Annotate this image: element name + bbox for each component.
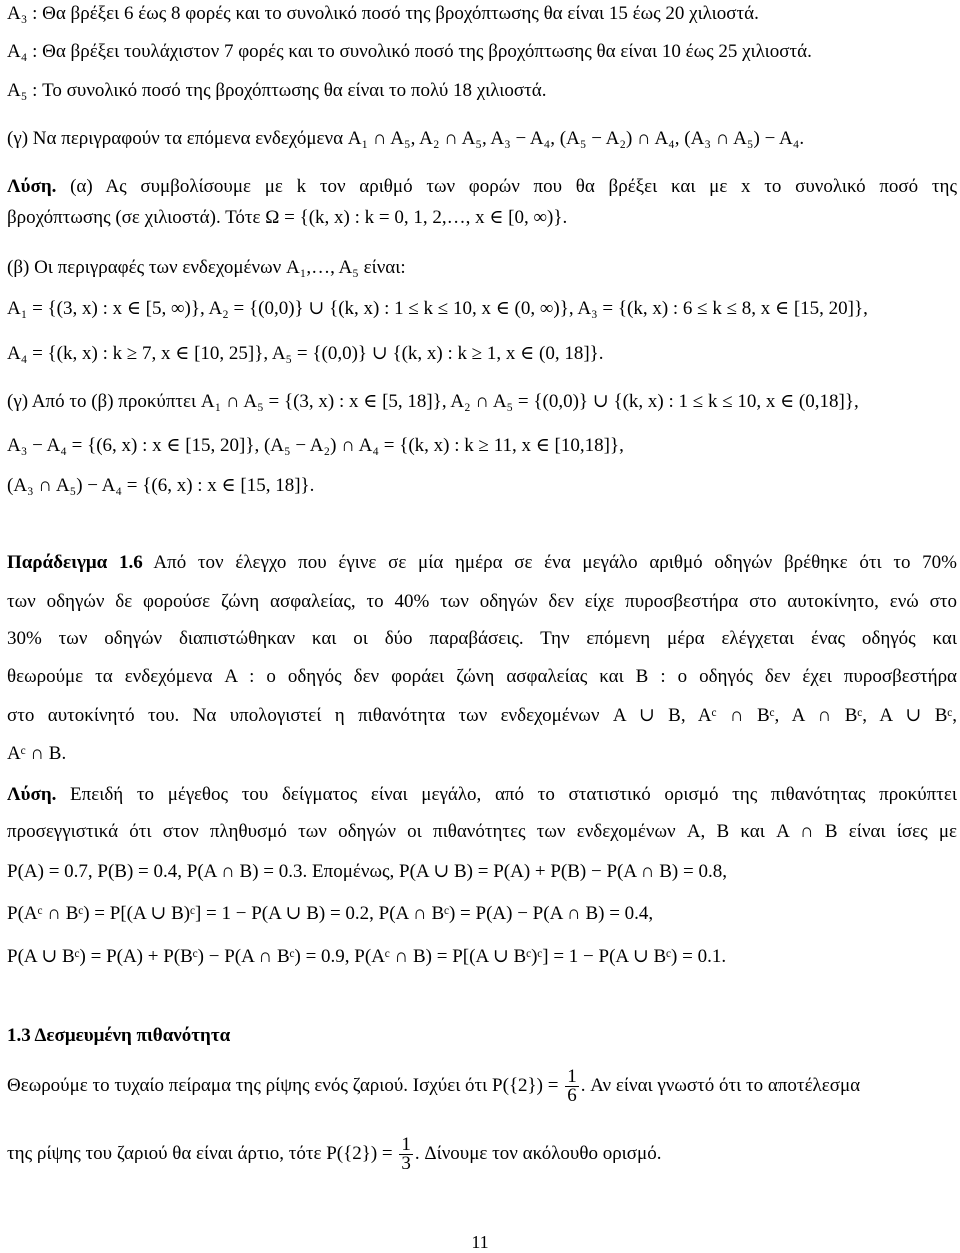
part-c-result-3: (A₃ ∩ A₅) − A₄ = {(6, x) : x ∈ [15, 18]}. <box>7 475 315 496</box>
conditional-intro-line-2 <box>7 1136 957 1173</box>
question-c: (γ) Να περιγραφούν τα επόμενα ενδεχόμενα A₁ ∩ A₅, A₂ ∩ A₅, A₃ − A₄, (A₅ − A₂) ∩ A₄, (A₃ ∩ A₅) − A₄. <box>7 128 805 149</box>
solution-paragraph-line <box>7 175 957 199</box>
line-text: της ρίψης του ζαριού θα είναι άρτιο, τότε P({2}) = <box>7 1142 393 1164</box>
example-line-5: στο αυτοκίνητό του. Να υπολογιστεί η πιθανότητα των ενδεχομένων A ∪ B, Aᶜ ∩ Bᶜ, A ∩ Bᶜ, A ∪ Bᶜ, <box>7 705 957 726</box>
probability-line-2: P(Aᶜ ∩ Bᶜ) = P[(A ∪ B)ᶜ] = 1 − P(A ∪ B) = 0.2, P(A ∩ Bᶜ) = P(A) − P(A ∩ B) = 0.4, <box>7 903 654 924</box>
example-label: Παράδειγμα 1.6 <box>7 552 143 573</box>
event-a5-description: A₅ : Το συνολικό ποσό της βροχόπτωσης θα είναι το πολύ 18 χιλιοστά. <box>7 80 547 101</box>
solution2-line-2: προσεγγιστικά ότι στον πληθυσμό των οδηγών οι πιθανότητες των ενδεχομένων A, B και A ∩ B είναι ίσες με <box>7 821 957 842</box>
line-text: . Δίνουμε τον ακόλουθο ορισμό. <box>414 1142 662 1164</box>
example-paragraph-line <box>7 551 957 575</box>
example-text: Από τον έλεγχο που έγινε σε μία ημέρα σε ένα μεγάλο αριθμό οδηγών βρέθηκε ότι το 70% <box>142 552 957 573</box>
example-line-4: θεωρούμε τα ενδεχόμενα A : ο οδηγός δεν φοράει ζώνη ασφαλείας και B : ο οδηγός δεν έχει πυροσβεστήρα <box>7 666 957 687</box>
example-line-2: των οδηγών δε φορούσε ζώνη ασφαλείας, το 40% των οδηγών δεν είχε πυροσβεστήρα στο αυτοκίνητο, ενώ στο <box>7 591 957 612</box>
fraction-one-sixth <box>565 1068 579 1105</box>
solution-label: Λύση. <box>7 176 57 197</box>
solution2-paragraph-line <box>7 783 957 807</box>
part-b-intro: (β) Οι περιγραφές των ενδεχομένων A₁,…, A₅ είναι: <box>7 257 406 278</box>
solution2-text: Επειδή το μέγεθος του δείγματος είναι μεγάλο, από το στατιστικό ορισμό της πιθανότητας προκύπτει <box>56 784 957 805</box>
line-text: Θεωρούμε το τυχαίο πείραμα της ρίψης ενός ζαριού. Ισχύει ότι P({2}) = <box>7 1074 559 1096</box>
part-c-result-1: (γ) Από το (β) προκύπτει A₁ ∩ A₅ = {(3, x) : x ∈ [5, 18]}, A₂ ∩ A₅ = {(0,0)} ∪ {(k, x) : 1 ≤ k ≤ 10, x ∈ (0,18]}, <box>7 391 859 412</box>
example-line-3: 30% των οδηγών διαπιστώθηκαν και οι δύο παραβάσεις. Την επόμενη μέρα ελέγχεται ένας οδηγός και <box>7 628 957 649</box>
fraction-denominator: 3 <box>401 1153 411 1174</box>
probability-line-3: P(A ∪ Bᶜ) = P(A) + P(Bᶜ) − P(A ∩ Bᶜ) = 0.9, P(Aᶜ ∩ B) = P[(A ∪ Bᶜ)ᶜ] = 1 − P(A ∪ Bᶜ) = 0.1. <box>7 946 727 967</box>
example-line-6: Aᶜ ∩ B. <box>7 743 67 764</box>
solution2-label: Λύση. <box>7 784 57 805</box>
fraction-denominator: 6 <box>567 1085 577 1106</box>
fraction-numerator: 1 <box>567 1066 577 1087</box>
events-a1-a3-definition: A₁ = {(3, x) : x ∈ [5, ∞)}, A₂ = {(0,0)} ∪ {(k, x) : 1 ≤ k ≤ 10, x ∈ (0, ∞)}, A₃ = {(k, x) : 6 ≤ k ≤ 8, x ∈ [15, 20]}, <box>7 298 868 319</box>
part-c-result-2: A₃ − A₄ = {(6, x) : x ∈ [15, 20]}, (A₅ − A₂) ∩ A₄ = {(k, x) : k ≥ 11, x ∈ [10,18]}, <box>7 435 624 456</box>
probability-line-1: P(A) = 0.7, P(B) = 0.4, P(A ∩ B) = 0.3. Επομένως, P(A ∪ B) = P(A) + P(B) − P(A ∩ B) = 0.8, <box>7 861 727 882</box>
sample-space-line: βροχόπτωσης (σε χιλιοστά). Τότε Ω = {(k, x) : k = 0, 1, 2,…, x ∈ [0, ∞)}. <box>7 207 568 228</box>
event-a3-description: A₃ : Θα βρέξει 6 έως 8 φορές και το συνολικό ποσό της βροχόπτωσης θα είναι 15 έως 20 χιλιοστά. <box>7 3 759 24</box>
events-a4-a5-definition: A₄ = {(k, x) : k ≥ 7, x ∈ [10, 25]}, A₅ = {(0,0)} ∪ {(k, x) : k ≥ 1, x ∈ (0, 18]}. <box>7 343 604 364</box>
event-a4-description: A₄ : Θα βρέξει τουλάχιστον 7 φορές και το συνολικό ποσό της βροχόπτωσης θα είναι 10 έως 25 χιλιοστά. <box>7 41 812 62</box>
line-text: . Αν είναι γνωστό ότι το αποτέλεσμα <box>580 1074 861 1096</box>
conditional-intro-line-1 <box>7 1068 957 1105</box>
page-number: 11 <box>471 1232 489 1252</box>
fraction-one-third <box>399 1136 413 1173</box>
solution-text: (α) Ας συμβολίσουμε με k τον αριθμό των φορών που θα βρέξει και με x το συνολικό ποσό της <box>56 176 957 197</box>
section-heading: 1.3 Δεσμευμένη πιθανότητα <box>7 1025 231 1046</box>
fraction-numerator: 1 <box>401 1134 411 1155</box>
